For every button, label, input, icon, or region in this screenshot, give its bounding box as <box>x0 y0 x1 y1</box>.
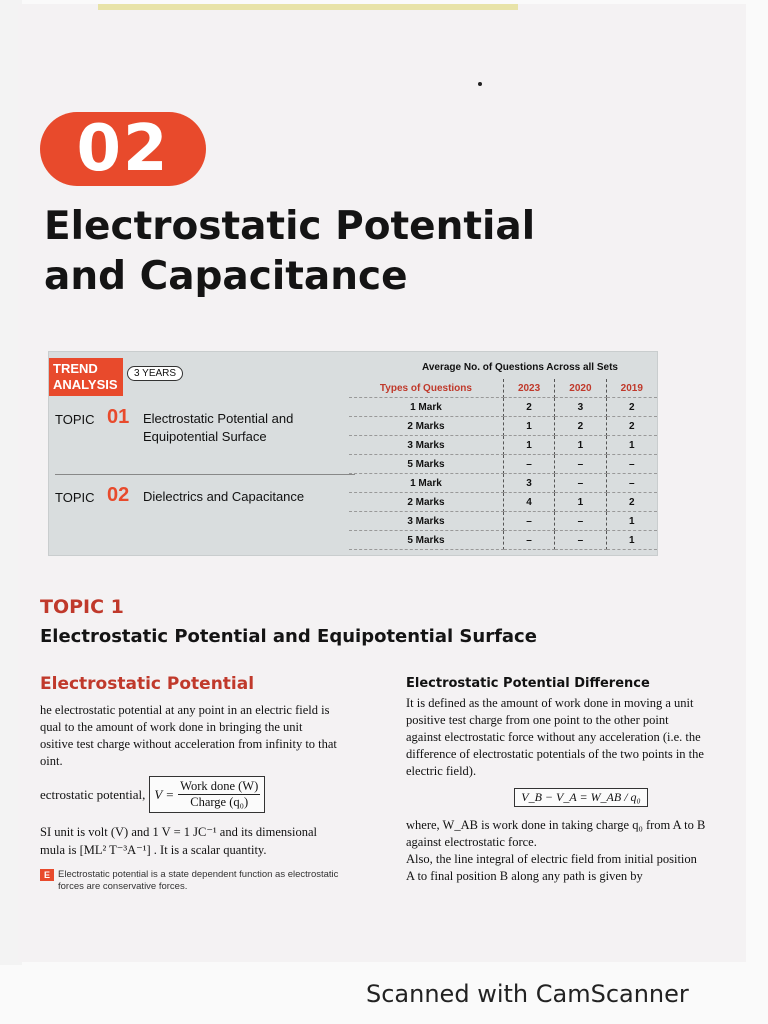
table-cell: 1 <box>606 531 657 550</box>
table-cell: 2 <box>555 417 606 436</box>
note-icon: E <box>40 869 54 881</box>
text-line: Also, the line integral of electric field from initial position <box>406 852 697 866</box>
table-cell: – <box>606 474 657 493</box>
chapter-title-line2: and Capacitance <box>44 254 408 299</box>
text-line: electric field). <box>406 764 477 778</box>
text-line: oint. <box>40 754 63 768</box>
topic-title: Electrostatic Potential and Equipotential Surface <box>40 626 537 647</box>
topic-name: Dielectrics and Capacitance <box>143 489 305 504</box>
table-header-row <box>349 379 657 398</box>
table-cell: – <box>503 512 554 531</box>
textbook-page <box>18 4 746 962</box>
speck <box>478 82 482 86</box>
trend-tag-line1: TREND <box>53 361 98 376</box>
column-header: Types of Questions <box>349 379 503 398</box>
text-line: SI unit is volt (V) and 1 V = 1 JC⁻¹ and its dimensional <box>40 825 318 839</box>
definition-paragraph <box>406 695 756 780</box>
text-line: ositive test charge without acceleration from infinity to that <box>40 737 337 751</box>
top-strip <box>98 4 518 10</box>
text-line: difference of electrostatic potentials of the two points in the <box>406 747 704 761</box>
potential-formula <box>40 776 390 813</box>
topic-number: 02 <box>107 484 130 506</box>
section-heading: Electrostatic Potential Difference <box>406 676 650 691</box>
table-cell: – <box>503 531 554 550</box>
potential-difference-formula <box>406 788 756 807</box>
trend-analysis-box <box>48 351 658 556</box>
table-row <box>349 436 657 455</box>
text-line: positive test charge from one point to the other point <box>406 713 669 727</box>
table-cell: 2 <box>606 417 657 436</box>
table-cell: – <box>606 455 657 474</box>
table-row <box>349 531 657 550</box>
table-cell: – <box>503 455 554 474</box>
note-text <box>58 869 338 893</box>
table-row <box>349 455 657 474</box>
table-cell: 2 <box>606 398 657 417</box>
table-row <box>349 398 657 417</box>
formula-label: ectrostatic potential, <box>40 786 146 802</box>
topic-number: 01 <box>107 406 130 428</box>
table-row <box>349 512 657 531</box>
scanner-watermark: Scanned with CamScanner <box>366 980 689 1008</box>
text-line: qual to the amount of work done in bringing the unit <box>40 720 303 734</box>
text-line: mula is [ML² T⁻³A⁻¹] . It is a scalar quantity. <box>40 843 267 857</box>
table-row <box>349 417 657 436</box>
numerator: Work done (W) <box>180 779 259 793</box>
table-cell: 3 <box>555 398 606 417</box>
table-cell: 3 Marks <box>349 512 503 531</box>
fraction <box>178 779 260 810</box>
text-line: Electrostatic potential is a state dependent function as electrostatic <box>58 869 339 880</box>
topic-name: Electrostatic Potential and Equipotential Surface <box>143 411 294 444</box>
trend-analysis-tag <box>49 358 123 396</box>
table-cell: 2 <box>503 398 554 417</box>
text-line: where, W_AB is work done in taking charge q₀ from A to B <box>406 818 706 832</box>
table-cell: 2 Marks <box>349 493 503 512</box>
text-line: he electrostatic potential at any point in an electric field is <box>40 703 330 717</box>
formula-box <box>149 776 265 813</box>
chapter-number: 02 <box>76 112 170 186</box>
table-cell: – <box>555 455 606 474</box>
text-line: forces are conservative forces. <box>58 881 188 892</box>
table-cell: – <box>555 512 606 531</box>
chapter-title <box>44 202 724 302</box>
table-cell: 1 <box>606 512 657 531</box>
text-line: It is defined as the amount of work done in moving a unit <box>406 696 694 710</box>
table-cell: 1 <box>555 436 606 455</box>
left-column <box>40 674 390 893</box>
table-cell: 1 <box>503 417 554 436</box>
column-header: 2023 <box>503 379 554 398</box>
right-column <box>406 676 756 885</box>
table-cell: – <box>555 531 606 550</box>
table-cell: 4 <box>503 493 554 512</box>
table-cell: 5 Marks <box>349 531 503 550</box>
section-heading: Electrostatic Potential <box>40 674 255 694</box>
text-line: A to final position B along any path is given by <box>406 869 643 883</box>
table-row <box>349 474 657 493</box>
definition-paragraph <box>40 702 390 770</box>
column-header: 2020 <box>555 379 606 398</box>
si-unit-text <box>40 823 390 859</box>
table-cell: 1 <box>606 436 657 455</box>
table-cell: – <box>555 474 606 493</box>
chapter-number-badge <box>40 112 206 186</box>
table-cell: 5 Marks <box>349 455 503 474</box>
formula-box: V_B − V_A = W_AB / q₀ <box>514 788 647 807</box>
years-pill: 3 YEARS <box>127 366 183 381</box>
column-header: 2019 <box>606 379 657 398</box>
avg-questions-heading: Average No. of Questions Across all Sets <box>422 362 618 373</box>
topic-divider <box>55 474 355 475</box>
explanation-paragraph <box>406 817 756 885</box>
table-row <box>349 493 657 512</box>
formula-lhs: V = <box>154 786 175 802</box>
table-cell: 1 <box>555 493 606 512</box>
topic-word: TOPIC <box>55 490 95 505</box>
chapter-title-line1: Electrostatic Potential <box>44 204 536 249</box>
table-cell: 3 <box>503 474 554 493</box>
table-cell: 2 <box>606 493 657 512</box>
table-cell: 1 Mark <box>349 398 503 417</box>
table-cell: 2 Marks <box>349 417 503 436</box>
topic-word: TOPIC <box>55 412 95 427</box>
table-cell: 1 <box>503 436 554 455</box>
table-cell: 3 Marks <box>349 436 503 455</box>
table-cell: 1 Mark <box>349 474 503 493</box>
text-line: against electrostatic force without any acceleration (i.e. the <box>406 730 701 744</box>
text-line: against electrostatic force. <box>406 835 537 849</box>
note <box>40 869 390 893</box>
trend-tag-line2: ANALYSIS <box>53 377 118 392</box>
topic-label: TOPIC 1 <box>40 596 124 618</box>
denominator: Charge (q₀) <box>190 795 249 809</box>
questions-table <box>349 379 657 550</box>
